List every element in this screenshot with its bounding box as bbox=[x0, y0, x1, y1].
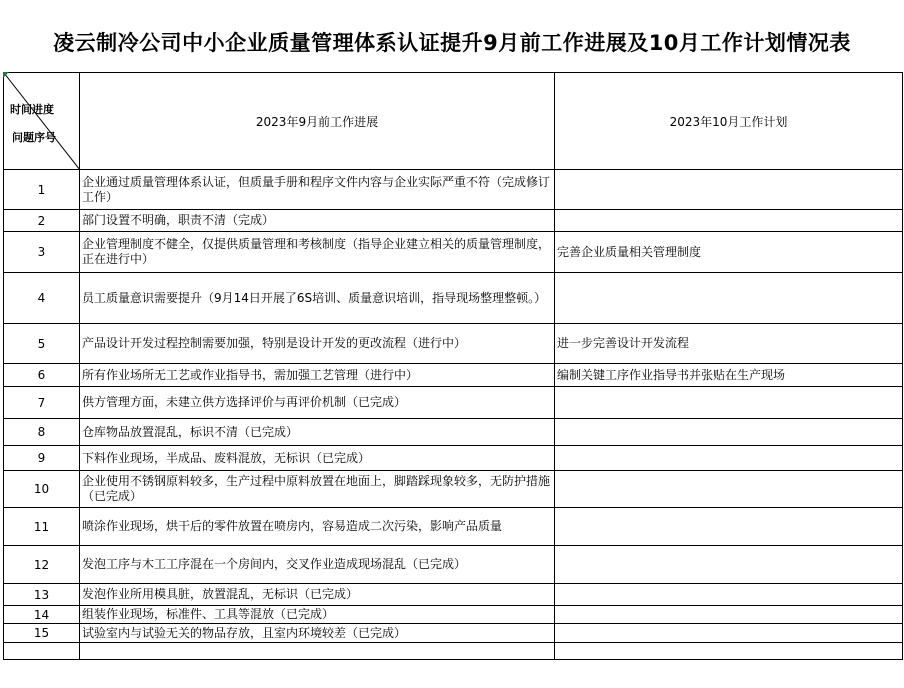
table-row bbox=[4, 546, 903, 584]
table-row bbox=[4, 584, 903, 606]
progress-cell: 试验室内与试验无关的物品存放，且室内环境较差（已完成） bbox=[80, 624, 555, 643]
plan-cell bbox=[555, 606, 903, 624]
progress-cell: 企业使用不锈钢原料较多，生产过程中原料放置在地面上，脚踏踩现象较多，无防护措施（已完成） bbox=[80, 471, 555, 508]
progress-cell: 企业通过质量管理体系认证，但质量手册和程序文件内容与企业实际严重不符（完成修订工作） bbox=[80, 170, 555, 210]
progress-cell: 下料作业现场，半成品、废料混放，无标识（已完成） bbox=[80, 446, 555, 471]
row-number: 14 bbox=[4, 606, 80, 624]
table-row bbox=[4, 273, 903, 324]
table-row bbox=[4, 606, 903, 624]
row-number: 1 bbox=[4, 170, 80, 210]
plan-cell bbox=[555, 643, 903, 660]
row-number: 15 bbox=[4, 624, 80, 643]
table-row bbox=[4, 508, 903, 546]
row-number: 6 bbox=[4, 364, 80, 387]
progress-cell: 员工质量意识需要提升（9月14日开展了6S培训、质量意识培训，指导现场整理整顿。） bbox=[80, 273, 555, 324]
progress-column-header: 2023年9月前工作进展 bbox=[80, 73, 555, 170]
diagonal-line bbox=[4, 73, 80, 170]
plan-cell bbox=[555, 471, 903, 508]
row-number: 8 bbox=[4, 419, 80, 446]
progress-cell: 产品设计开发过程控制需要加强，特别是设计开发的更改流程（进行中） bbox=[80, 324, 555, 364]
table-row bbox=[4, 643, 903, 660]
table-row bbox=[4, 364, 903, 387]
row-number: 5 bbox=[4, 324, 80, 364]
table-row bbox=[4, 232, 903, 273]
row-number: 3 bbox=[4, 232, 80, 273]
progress-cell: 仓库物品放置混乱，标识不清（已完成） bbox=[80, 419, 555, 446]
table-row bbox=[4, 210, 903, 232]
row-number: 7 bbox=[4, 387, 80, 419]
progress-cell bbox=[80, 643, 555, 660]
row-number: 12 bbox=[4, 546, 80, 584]
plan-cell bbox=[555, 170, 903, 210]
progress-cell: 发泡作业所用模具脏，放置混乱，无标识（已完成） bbox=[80, 584, 555, 606]
progress-cell: 部门设置不明确，职责不清（完成） bbox=[80, 210, 555, 232]
table-row bbox=[4, 471, 903, 508]
diagonal-header-cell bbox=[4, 73, 80, 170]
plan-cell bbox=[555, 387, 903, 419]
progress-cell: 供方管理方面，未建立供方选择评价与再评价机制（已完成） bbox=[80, 387, 555, 419]
plan-column-header: 2023年10月工作计划 bbox=[555, 73, 903, 170]
row-number: 4 bbox=[4, 273, 80, 324]
plan-cell: 完善企业质量相关管理制度 bbox=[555, 232, 903, 273]
page-title: 凌云制冷公司中小企业质量管理体系认证提升9月前工作进展及10月工作计划情况表 bbox=[53, 31, 851, 55]
plan-cell: 进一步完善设计开发流程 bbox=[555, 324, 903, 364]
row-number: 2 bbox=[4, 210, 80, 232]
progress-cell: 组装作业现场，标准件、工具等混放（已完成） bbox=[80, 606, 555, 624]
table-row bbox=[4, 446, 903, 471]
table-row bbox=[4, 419, 903, 446]
plan-cell bbox=[555, 546, 903, 584]
progress-cell: 所有作业场所无工艺或作业指导书，需加强工艺管理（进行中） bbox=[80, 364, 555, 387]
table-row bbox=[4, 170, 903, 210]
progress-cell: 发泡工序与木工工序混在一个房间内，交叉作业造成现场混乱（已完成） bbox=[80, 546, 555, 584]
plan-cell bbox=[555, 210, 903, 232]
row-number: 10 bbox=[4, 471, 80, 508]
header-row bbox=[4, 73, 903, 170]
plan-cell bbox=[555, 446, 903, 471]
progress-cell: 企业管理制度不健全，仅提供质量管理和考核制度（指导企业建立相关的质量管理制度，正在进行中） bbox=[80, 232, 555, 273]
progress-cell: 喷涂作业现场，烘干后的零件放置在喷房内，容易造成二次污染，影响产品质量 bbox=[80, 508, 555, 546]
table-row bbox=[4, 387, 903, 419]
issue-number-label: 问题序号 bbox=[12, 131, 56, 144]
cell-corner-marker bbox=[3, 72, 9, 78]
row-number: 9 bbox=[4, 446, 80, 471]
plan-cell: 编制关键工序作业指导书并张贴在生产现场 bbox=[555, 364, 903, 387]
row-number bbox=[4, 643, 80, 660]
plan-cell bbox=[555, 584, 903, 606]
row-number: 11 bbox=[4, 508, 80, 546]
plan-cell bbox=[555, 508, 903, 546]
plan-cell bbox=[555, 273, 903, 324]
plan-cell bbox=[555, 624, 903, 643]
progress-table bbox=[3, 72, 903, 660]
plan-cell bbox=[555, 419, 903, 446]
row-number: 13 bbox=[4, 584, 80, 606]
table-row bbox=[4, 324, 903, 364]
time-progress-label: 时间进度 bbox=[10, 103, 54, 116]
table-row bbox=[4, 624, 903, 643]
